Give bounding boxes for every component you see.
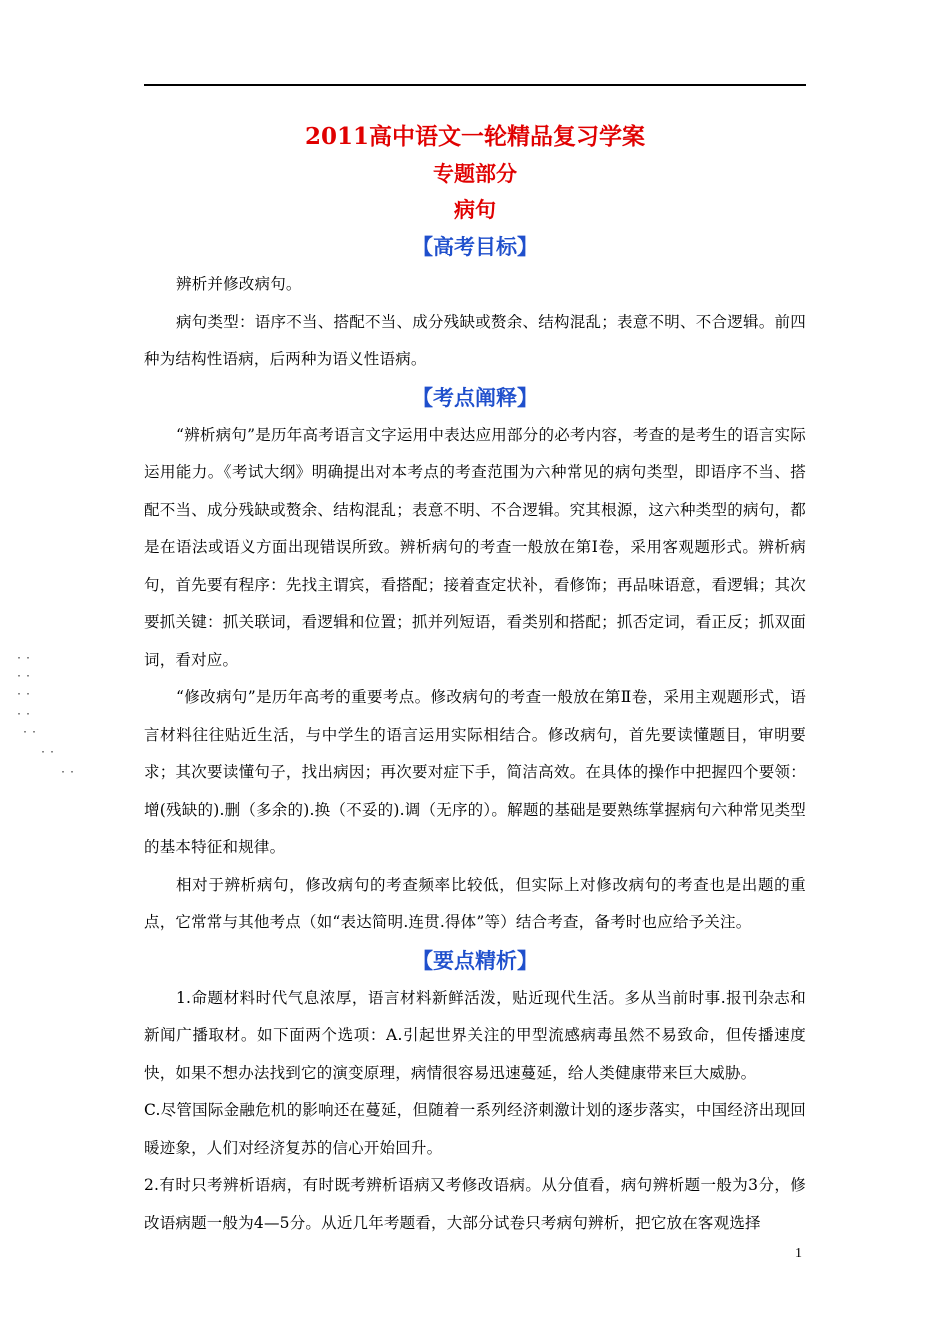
section-heading-key-points: 【要点精析】 (412, 948, 538, 973)
document-title: 2011高中语文一轮精品复习学案 (304, 123, 645, 150)
margin-mark: ·· (40, 747, 59, 758)
page-number: 1 (795, 1246, 802, 1261)
margin-marks (0, 0, 90, 1344)
document-body (144, 118, 806, 1242)
paragraph: “修改病句”是历年高考的重要考点。修改病句的考查一般放在第Ⅱ卷，采用主观题形式，语言材料往往贴近生活，与中学生的语言运用实际相结合。修改病句，首先要读懂题目，审明要求；其次要读懂句子，找出病因；再次要对症下手，简洁高效。在具体的操作中把握四个要领：增(残缺的).删（多余的).换（不妥的).调（无序的）。解题的基础是要熟练掌握病句六种常见类型的基本特征和规律。 (144, 688, 806, 856)
margin-mark: ·· (22, 727, 41, 738)
paragraph: 2.有时只考辨析语病，有时既考辨析语病又考修改语病。从分值看，病句辨析题一般为3分，修改语病题一般为4—5分。从近几年考题看，大部分试卷只考病句辨析，把它放在客观选择 (144, 1176, 806, 1232)
paragraph: C.尽管国际金融危机的影响还在蔓延，但随着一系列经济刺激计划的逐步落实，中国经济出现回暖迹象，人们对经济复苏的信心开始回升。 (144, 1101, 806, 1157)
paragraph: 辨析并修改病句。 (176, 275, 302, 293)
section-heading-explanation: 【考点阐释】 (412, 385, 538, 410)
paragraph: 相对于辨析病句，修改病句的考查频率比较低，但实际上对修改病句的考查也是出题的重点，它常常与其他考点（如“表达简明.连贯.得体”等）结合考查，备考时也应给予关注。 (144, 875, 806, 931)
margin-mark: ·· (16, 653, 35, 664)
document-topic: 病句 (454, 197, 496, 222)
margin-mark: ·· (16, 689, 35, 700)
document-subtitle: 专题部分 (433, 161, 517, 186)
paragraph: “辨析病句”是历年高考语言文字运用中表达应用部分的必考内容，考查的是考生的语言实际运用能力。《考试大纲》明确提出对本考点的考查范围为六种常见的病句类型，即语序不当、搭配不当、成分残缺或赘余、结构混乱；表意不明、不合逻辑。究其根源，这六种类型的病句，都是在语法或语义方面出现错误所致。辨析病句的考查一般放在第Ⅰ卷，采用客观题形式。辨析病句，首先要有程序：先找主谓宾，看搭配；接着查定状补，看修饰；再品味语意，看逻辑；其次要抓关键：抓关联词，看逻辑和位置；抓并列短语，看类别和搭配；抓否定词，看正反；抓双面词，看对应。 (144, 425, 806, 669)
margin-mark: ·· (16, 671, 35, 682)
paragraph: 病句类型：语序不当、搭配不当、成分残缺或赘余、结构混乱；表意不明、不合逻辑。前四种为结构性语病，后两种为语义性语病。 (144, 312, 806, 368)
margin-mark: ·· (16, 709, 35, 720)
paragraph: 1.命题材料时代气息浓厚，语言材料新鲜活泼，贴近现代生活。多从当前时事.报刊杂志和新闻广播取材。如下面两个选项：A.引起世界关注的甲型流感病毒虽然不易致命，但传播速度快，如果不想办法找到它的演变原理，病情很容易迅速蔓延，给人类健康带来巨大威胁。 (144, 988, 806, 1082)
margin-mark: ·· (60, 767, 79, 778)
header-rule (144, 84, 806, 86)
section-heading-goals: 【高考目标】 (412, 235, 538, 259)
